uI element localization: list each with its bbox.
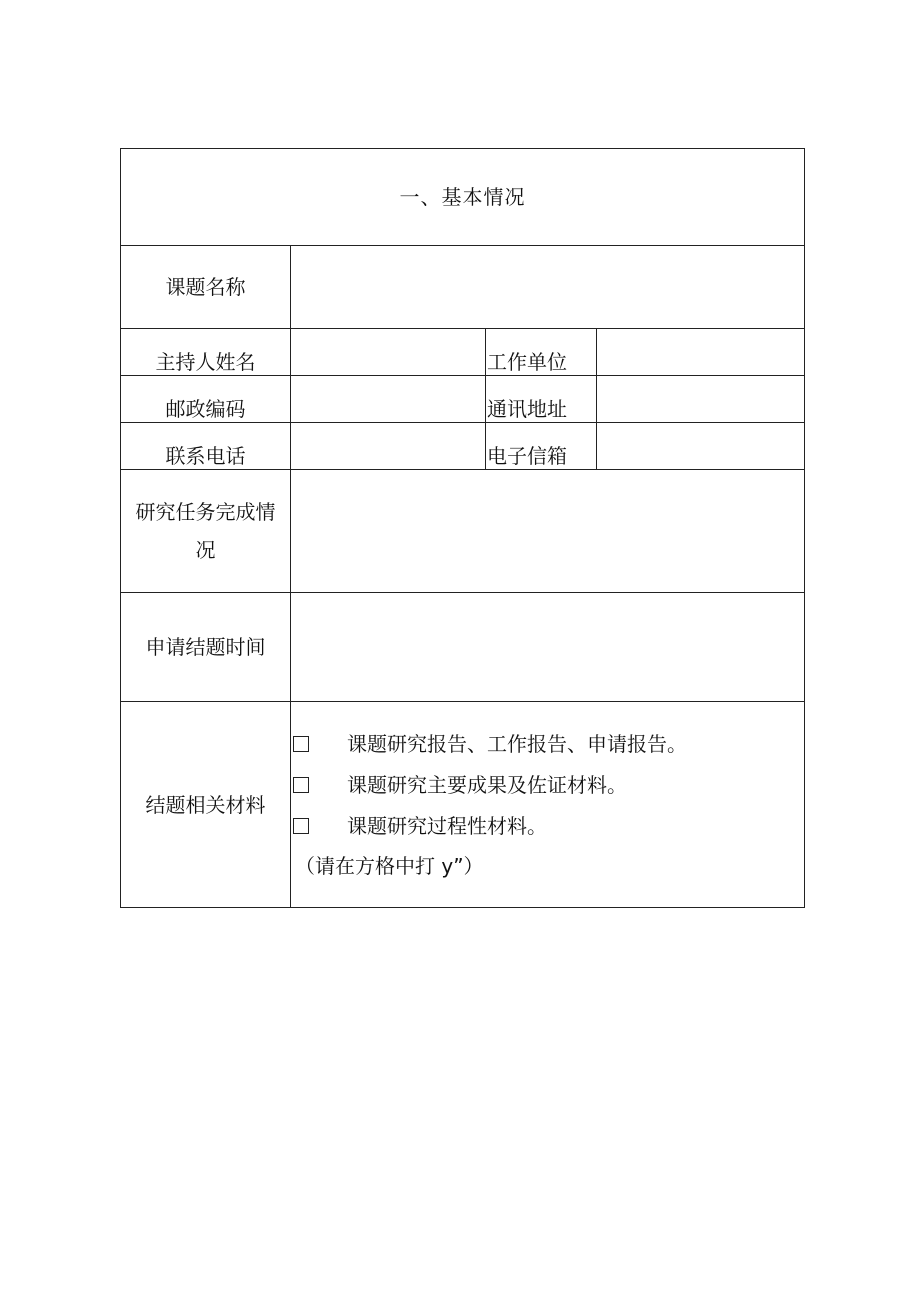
host-name-field[interactable] — [291, 329, 486, 376]
work-unit-field[interactable] — [597, 329, 805, 376]
material-item — [293, 723, 804, 764]
work-unit-label-text: 工作单位 — [487, 350, 567, 374]
host-name-label — [121, 329, 291, 376]
email-label — [486, 423, 597, 470]
material-item-label: 课题研究过程性材料。 — [347, 813, 547, 838]
postal-code-label — [121, 376, 291, 423]
apply-time-field[interactable] — [291, 593, 805, 702]
host-name-label-text: 主持人姓名 — [155, 350, 256, 374]
material-item — [293, 805, 804, 846]
material-item — [293, 764, 804, 805]
material-item-label: 课题研究报告、工作报告、申请报告。 — [347, 731, 687, 756]
material-item-label: 课题研究主要成果及佐证材料。 — [347, 772, 627, 797]
work-unit-label — [486, 329, 597, 376]
project-name-field[interactable] — [291, 246, 805, 329]
address-field[interactable] — [597, 376, 805, 423]
material-checkbox-3[interactable] — [293, 818, 309, 834]
checkbox-instruction-note: （请在方格中打 y”） — [295, 854, 484, 878]
material-checkbox-1[interactable] — [293, 736, 309, 752]
apply-time-label: 申请结题时间 — [121, 593, 291, 702]
phone-label — [121, 423, 291, 470]
task-completion-field[interactable] — [291, 470, 805, 593]
postal-code-label-text: 邮政编码 — [165, 397, 246, 421]
email-field[interactable] — [597, 423, 805, 470]
address-label — [486, 376, 597, 423]
section-title: 一、基本情况 — [121, 149, 805, 246]
material-checkbox-2[interactable] — [293, 777, 309, 793]
phone-label-text: 联系电话 — [165, 444, 246, 468]
postal-code-field[interactable] — [291, 376, 486, 423]
project-name-label: 课题名称 — [121, 246, 291, 329]
materials-label: 结题相关材料 — [121, 702, 291, 908]
basic-info-form — [120, 148, 805, 908]
address-label-text: 通讯地址 — [487, 397, 567, 421]
phone-field[interactable] — [291, 423, 486, 470]
task-completion-label: 研究任务完成情况 — [121, 470, 291, 593]
materials-cell — [291, 702, 805, 908]
email-label-text: 电子信箱 — [487, 444, 567, 468]
